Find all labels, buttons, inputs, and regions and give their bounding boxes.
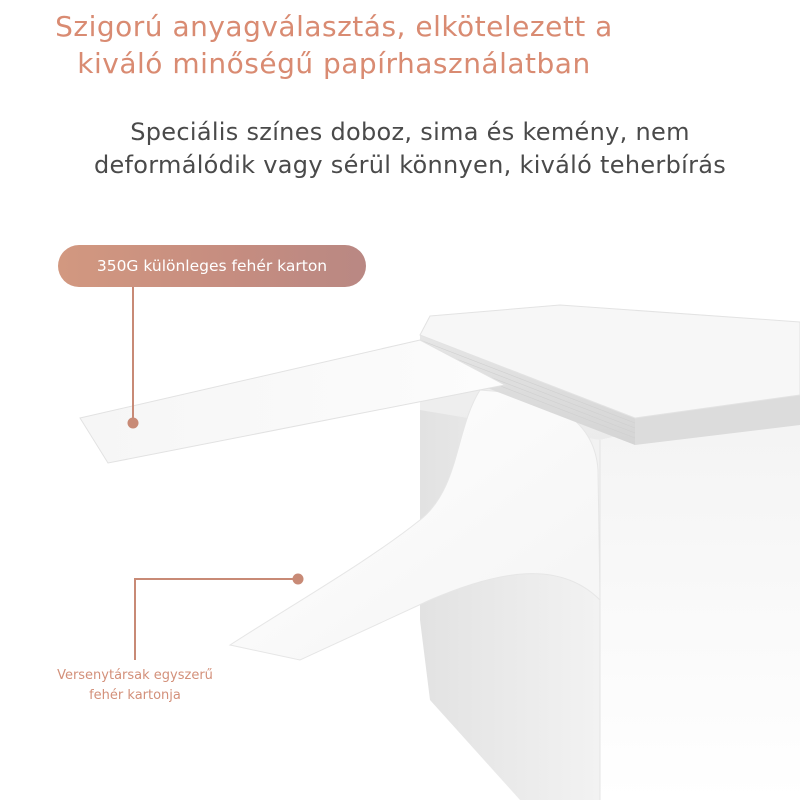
box-front xyxy=(600,395,800,800)
page-headline xyxy=(0,8,668,82)
competitor-label-line-1: Versenytársak egyszerű xyxy=(57,668,213,683)
premium-leader-dot xyxy=(128,418,139,429)
competitor-label-line-2: fehér kartonja xyxy=(89,688,181,703)
premium-material-badge: 350G különleges fehér karton xyxy=(58,245,366,287)
headline-line-2: kiváló minőségű papírhasználatban xyxy=(77,47,591,80)
subheadline-line-1: Speciális színes doboz, sima és kemény, nem xyxy=(130,118,690,146)
headline-line-1: Szigorú anyagválasztás, elkötelezett a xyxy=(55,10,613,43)
page-subheadline xyxy=(0,116,800,182)
competitor-leader-dot xyxy=(293,574,304,585)
subheadline-line-2: deformálódik vagy sérül könnyen, kiváló teherbírás xyxy=(93,151,727,179)
competitor-material-label xyxy=(40,666,230,706)
